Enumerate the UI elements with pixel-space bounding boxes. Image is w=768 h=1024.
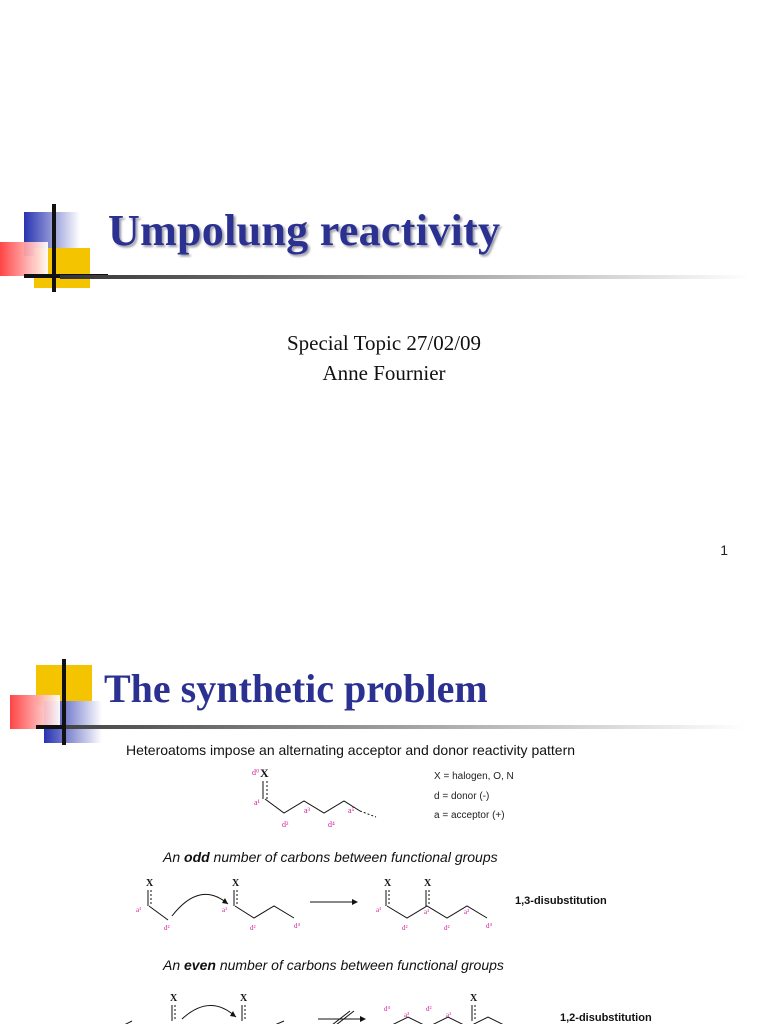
odd-reaction-scheme xyxy=(130,870,530,950)
corner-decoration xyxy=(0,200,110,300)
svg-text:X: X xyxy=(384,878,392,889)
svg-text:d²: d² xyxy=(402,924,408,932)
odd-caption: An odd number of carbons between functional groups xyxy=(163,849,498,865)
odd-result: 1,3-disubstitution xyxy=(515,895,607,907)
corner-decoration xyxy=(0,655,110,750)
label-d2: d² xyxy=(282,820,289,829)
svg-text:d²: d² xyxy=(444,924,450,932)
svg-text:a³: a³ xyxy=(404,1011,410,1019)
even-result: 1,2-disubstitution xyxy=(560,1012,652,1024)
legend-acceptor: a = acceptor (+) xyxy=(434,810,505,821)
even-caption: An even number of carbons between functional groups xyxy=(163,957,504,973)
page-number: 1 xyxy=(720,542,728,558)
svg-text:d⁴: d⁴ xyxy=(294,922,300,930)
svg-text:a¹: a¹ xyxy=(376,906,382,914)
svg-text:X: X xyxy=(232,878,240,889)
atom-x: X xyxy=(260,766,269,780)
subtitle-author: Anne Fournier xyxy=(322,361,446,385)
svg-text:X: X xyxy=(170,993,178,1004)
svg-text:a¹: a¹ xyxy=(222,906,228,914)
svg-text:d²: d² xyxy=(426,1005,432,1013)
title-underline xyxy=(66,725,746,729)
subtitle-topic: Special Topic 27/02/09 xyxy=(286,331,482,355)
svg-text:d²: d² xyxy=(164,924,170,932)
label-d4: d⁴ xyxy=(328,820,335,829)
svg-text:X: X xyxy=(424,878,432,889)
legend-x: X = halogen, O, N xyxy=(434,771,514,782)
svg-text:d⁴: d⁴ xyxy=(486,922,492,930)
svg-text:a¹: a¹ xyxy=(424,908,430,916)
intro-text: Heteroatoms impose an alternating acceptor and donor reactivity pattern xyxy=(126,742,576,758)
label-a3: a³ xyxy=(304,806,310,815)
svg-text:X: X xyxy=(470,993,478,1004)
title-underline xyxy=(60,275,750,279)
svg-text:d²: d² xyxy=(250,924,256,932)
svg-text:X: X xyxy=(146,878,154,889)
even-reaction-scheme xyxy=(120,987,540,1024)
label-a1: a¹ xyxy=(254,798,260,807)
reactivity-pattern-diagram xyxy=(248,765,388,835)
legend-donor: d = donor (-) xyxy=(434,791,490,802)
slide-title: Umpolung reactivity xyxy=(108,206,501,255)
svg-text:X: X xyxy=(240,993,248,1004)
svg-text:a¹: a¹ xyxy=(446,1011,452,1019)
label-d0: d⁰ xyxy=(252,768,260,777)
label-a5: a⁵ xyxy=(348,806,355,815)
slide-title: The synthetic problem xyxy=(104,666,488,711)
content-slide xyxy=(0,615,768,1024)
svg-text:a³: a³ xyxy=(464,908,470,916)
svg-text:a¹: a¹ xyxy=(136,906,142,914)
svg-text:d⁴: d⁴ xyxy=(384,1005,390,1013)
